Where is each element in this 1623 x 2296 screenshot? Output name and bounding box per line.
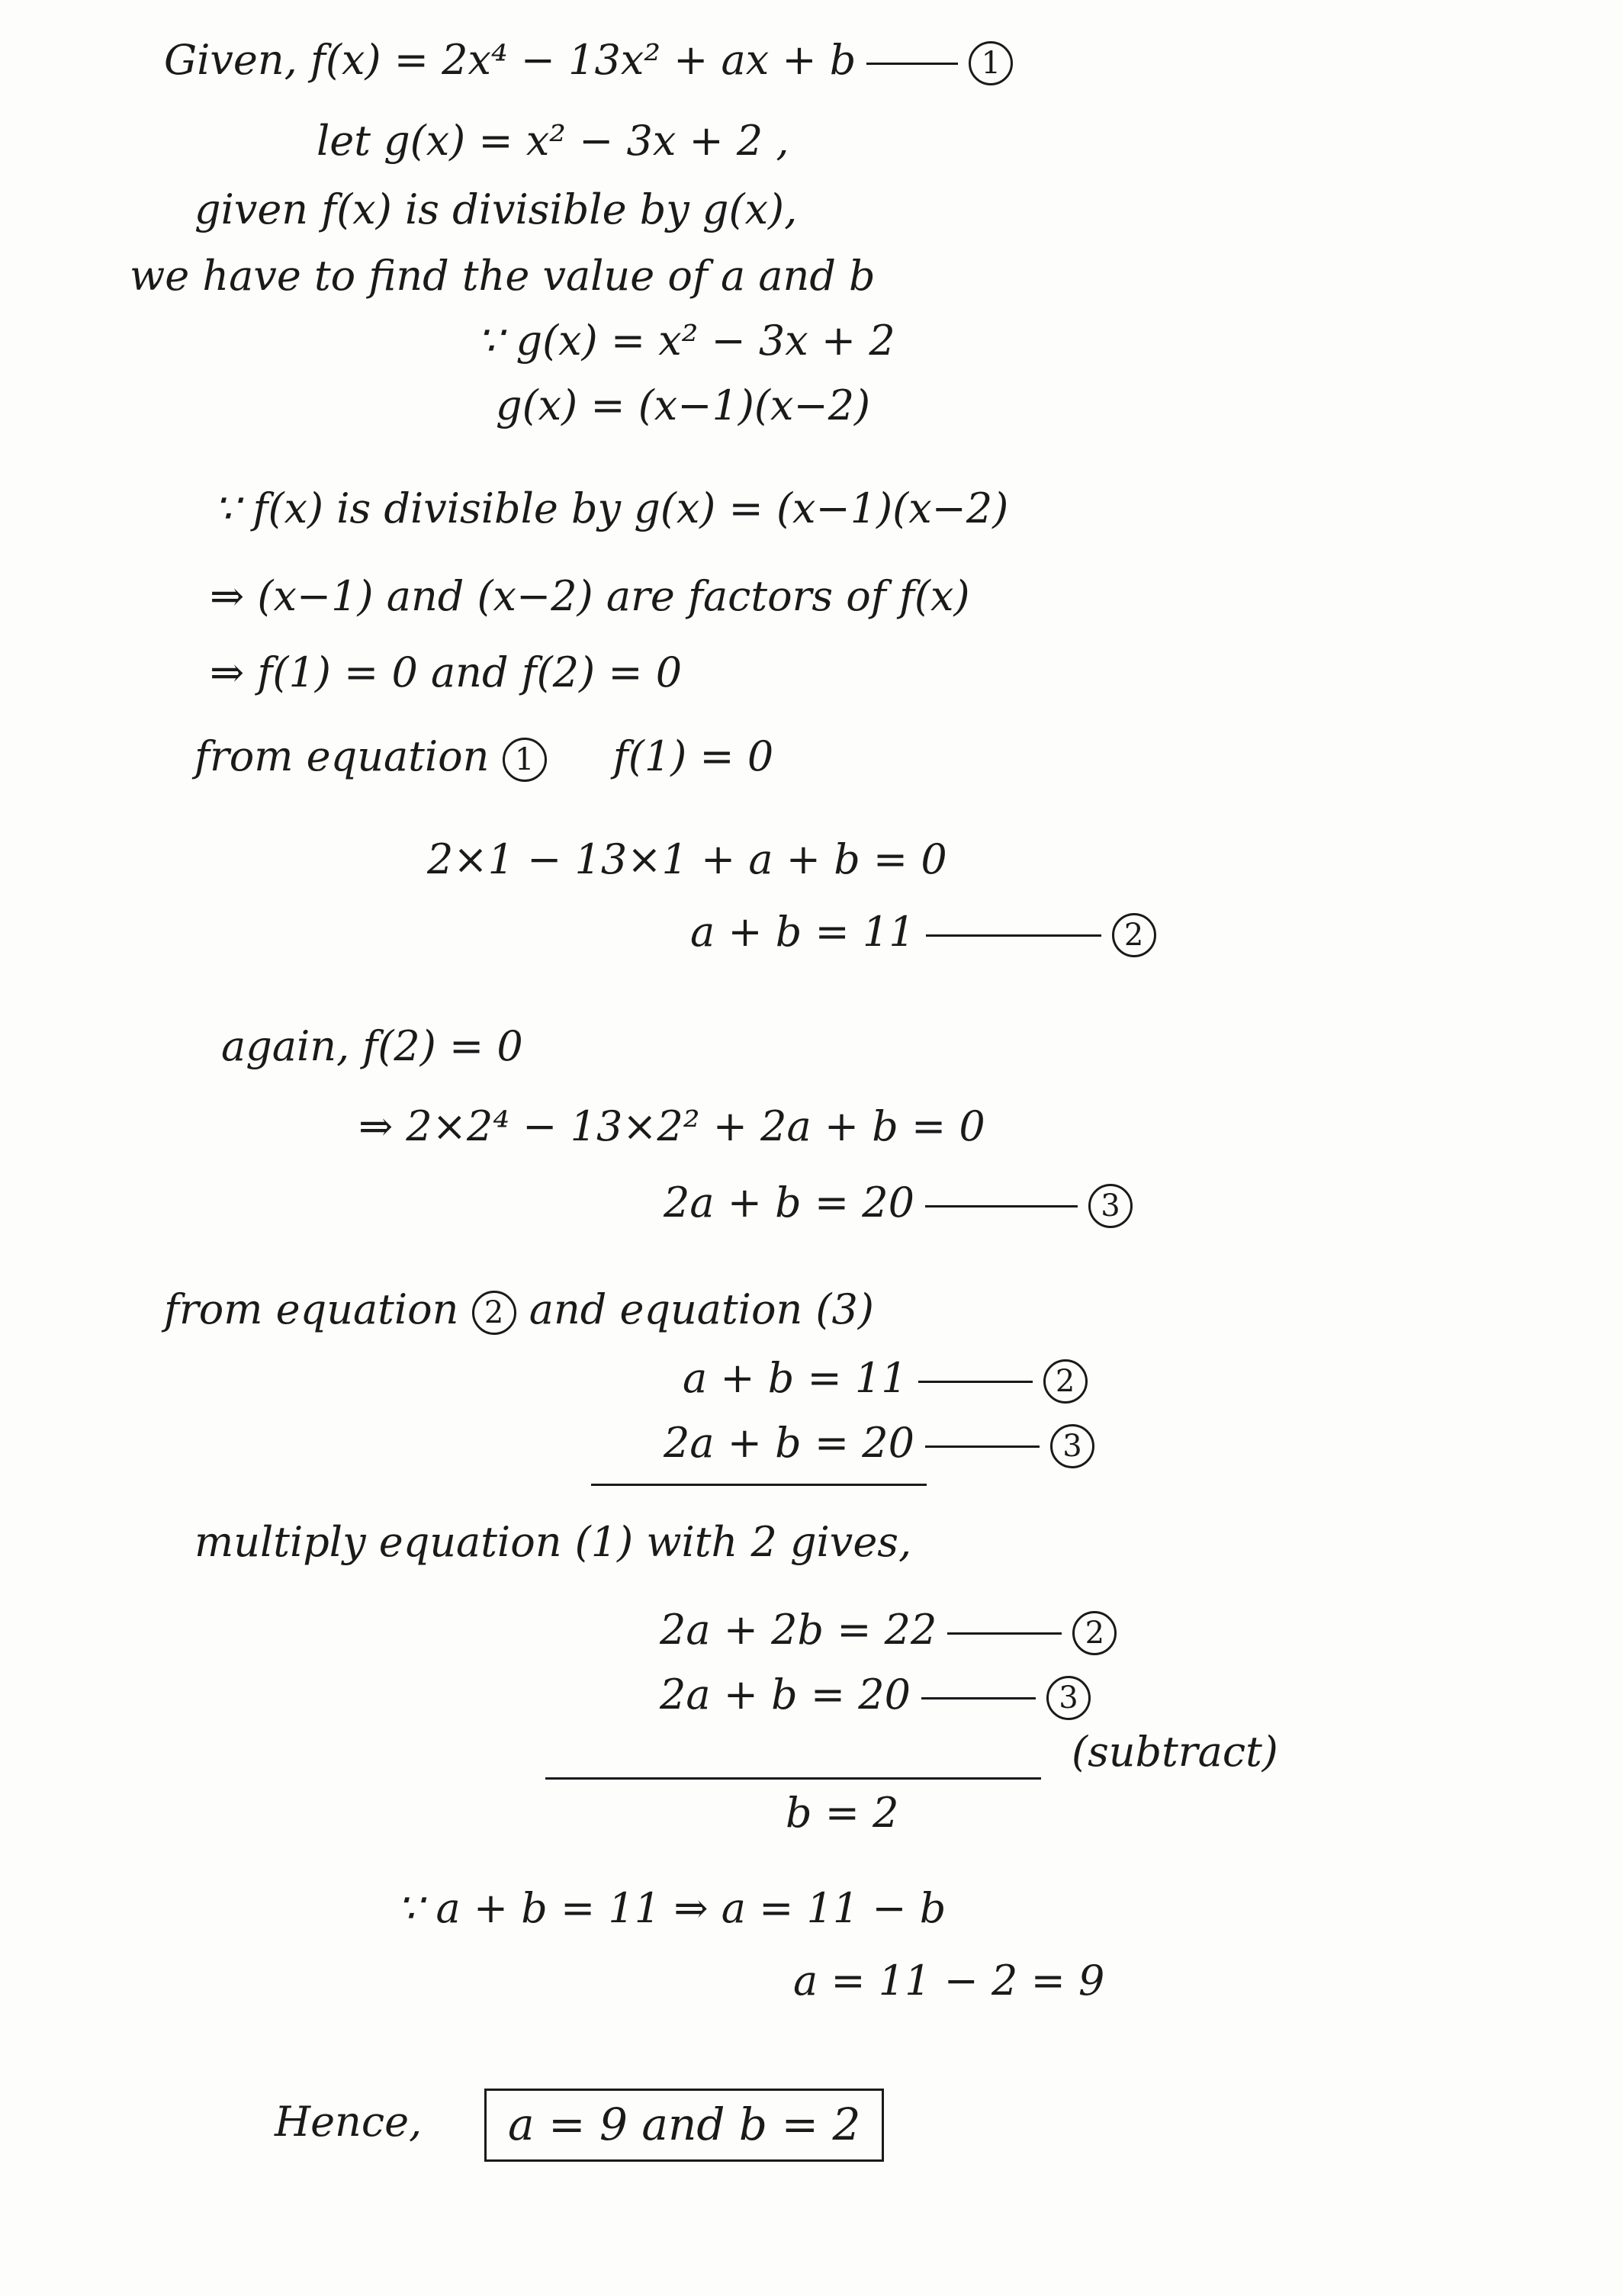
from-equation-text: from equation	[194, 732, 490, 780]
equation-tag: 3	[1088, 1184, 1133, 1228]
final-answer-box: a = 9 and b = 2	[484, 2089, 884, 2162]
tag-leader	[947, 1632, 1062, 1635]
hence-label: Hence,	[275, 2098, 423, 2146]
roots-line: ⇒ f(1) = 0 and f(2) = 0	[210, 648, 683, 696]
let-g-line: let g(x) = x² − 3x + 2 ,	[317, 117, 789, 165]
system-eq2-line	[683, 1354, 1088, 1404]
given-line	[164, 36, 1013, 85]
substitute-1-line: 2×1 − 13×1 + a + b = 0	[427, 835, 947, 883]
equation-tag: 2	[1072, 1611, 1117, 1655]
equation-tag: 1	[503, 738, 547, 782]
tag-leader	[866, 63, 958, 65]
two-a-plus-b: 2a + b = 20	[664, 1179, 914, 1227]
tag-leader	[926, 934, 1101, 937]
given-divisible-line: given f(x) is divisible by g(x),	[194, 185, 798, 233]
b-result-line: b = 2	[786, 1789, 899, 1837]
and-equation-text: and equation (3)	[529, 1285, 874, 1333]
from-eq1-line	[194, 732, 774, 782]
again-line: again, f(2) = 0	[221, 1022, 523, 1070]
subtract-note: (subtract)	[1072, 1728, 1278, 1776]
substitute-2-line: ⇒ 2×2⁴ − 13×2² + 2a + b = 0	[358, 1102, 985, 1150]
a-result-line: a = 11 − 2 = 9	[793, 1957, 1105, 2005]
equation-tag: 1	[969, 41, 1013, 85]
equation-3-line	[664, 1179, 1133, 1228]
given-function: Given, f(x) = 2x⁴ − 13x² + ax + b	[164, 36, 856, 84]
equation-tag: 3	[1050, 1424, 1094, 1468]
g-definition-line: ∵ g(x) = x² − 3x + 2	[477, 317, 895, 365]
from-equation-text: from equation	[164, 1285, 459, 1333]
eq2-text: a + b = 11	[683, 1354, 908, 1402]
tag-leader	[925, 1445, 1040, 1448]
find-values-line: we have to find the value of a and b	[130, 252, 876, 300]
solve-a-line: ∵ a + b = 11 ⇒ a = 11 − b	[397, 1884, 946, 1932]
from-eq2-eq3-line	[164, 1285, 874, 1335]
g-factored-line: g(x) = (x−1)(x−2)	[496, 381, 871, 429]
eq3-text: 2a + b = 20	[664, 1419, 914, 1467]
equation-2-line	[690, 908, 1156, 957]
equation-tag: 2	[472, 1291, 516, 1335]
f1-equals-zero: f(1) = 0	[612, 732, 774, 780]
multiply-line: multiply equation (1) with 2 gives,	[194, 1518, 912, 1566]
divisible-by-factors-line: ∵ f(x) is divisible by g(x) = (x−1)(x−2)	[214, 484, 1009, 532]
equation-tag: 3	[1046, 1676, 1091, 1720]
system-underline	[591, 1484, 927, 1486]
scaled-eq2-text: 2a + 2b = 22	[660, 1606, 937, 1654]
tag-leader	[918, 1381, 1033, 1383]
equation-tag: 2	[1112, 913, 1156, 957]
equation-tag: 2	[1043, 1359, 1088, 1404]
tag-leader	[925, 1205, 1078, 1207]
eq3-repeat-line	[660, 1671, 1091, 1720]
eq3-repeat-text: 2a + b = 20	[660, 1671, 911, 1719]
factors-line: ⇒ (x−1) and (x−2) are factors of f(x)	[210, 572, 970, 620]
system-eq3-line	[664, 1419, 1094, 1468]
subtraction-rule	[545, 1777, 1041, 1780]
tag-leader	[921, 1697, 1036, 1699]
a-plus-b: a + b = 11	[690, 908, 915, 956]
scaled-eq2-line	[660, 1606, 1117, 1655]
